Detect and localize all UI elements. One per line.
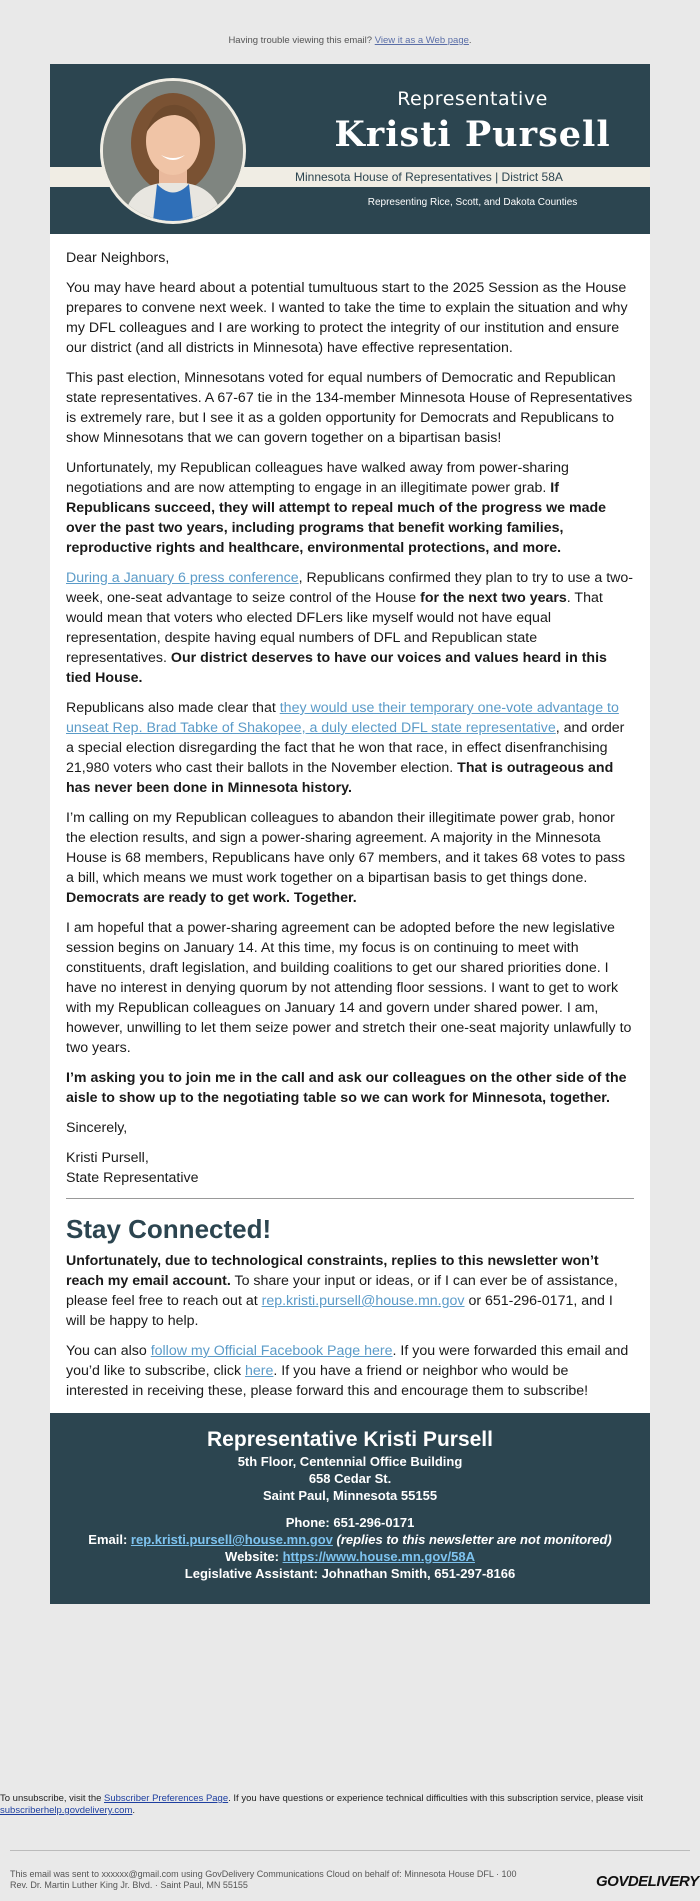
stay-connected-heading: Stay Connected! (66, 1214, 272, 1244)
paragraph-5 (66, 698, 634, 798)
footer-email-note: (replies to this newsletter are not monitored) (336, 1532, 612, 1547)
stay-paragraph-2-text-b: . If you were forwarded this email and you’d like to subscribe, click (66, 1343, 629, 1379)
signature-name: Kristi Pursell, (66, 1150, 149, 1166)
paragraph-6-text: I’m calling on my Republican colleagues to abandon their illegitimate power grab, honor the election results, and sign a power-sharing agreement. A majority in the Minnesota House is 68 members, Republicans have only 67 members, and it takes 68 votes to pass a bill, which means we must work together on a bipartisan basis to get things done. (66, 810, 626, 886)
header-banner (50, 64, 650, 234)
stay-paragraph-1-text-b: or 651-296-0171, and I will be happy to help. (66, 1293, 613, 1329)
stay-paragraph-2-text-c: . If you have a friend or neighbor who would be interested in receiving these, please forward this and encourage them to subscribe! (66, 1363, 589, 1399)
view-as-webpage-link[interactable]: View it as a Web page (374, 35, 469, 46)
paragraph-6 (66, 808, 634, 908)
bottom-divider (10, 1850, 690, 1851)
paragraph-4-text-a: , Republicans confirmed they plan to try to use a two-week, one-seat advantage to seize control of the House (66, 570, 634, 606)
letter-body (50, 234, 650, 1401)
sender-line-2: Rev. Dr. Martin Luther King Jr. Blvd. · Saint Paul, MN 55155 (10, 1880, 248, 1890)
footer-email-line (60, 1531, 640, 1548)
stay-paragraph-2-text-a: You can also (66, 1343, 147, 1359)
paragraph-3-bold: If Republicans succeed, they will attempt to repeal much of the progress we made over the past two years, including programs that benefit working families, reproductive rights and healthcare, environmental protections, and more. (66, 480, 607, 556)
signature (66, 1148, 634, 1188)
paragraph-1: You may have heard about a potential tumultuous start to the 2025 Session as the House prepares to convene next week. I wanted to take the time to explain the situation and why my DFL colleagues and I are working to protect the integrity of our institution and ensure our district (and all districts in Minnesota) have effective representation. (66, 280, 628, 356)
footer-address-3: Saint Paul, Minnesota 55155 (262, 1488, 438, 1503)
representative-photo (100, 78, 246, 224)
newsletter-card (50, 64, 650, 1604)
banner-counties: Representing Rice, Scott, and Dakota Counties (367, 197, 578, 208)
paragraph-4-bold-b: Our district deserves to have our voices and values heard in this tied House. (66, 650, 607, 686)
unsubscribe-text-c: . (132, 1805, 135, 1816)
press-conference-link[interactable]: During a January 6 press conference (66, 570, 299, 586)
paragraph-4-text-b: . That would mean that voters who elected DFLers like myself would not have equal representation, despite having equal numbers of DFL and Republican state representatives. (66, 590, 603, 666)
stay-paragraph-1-text-a: To share your input or ideas, or if I can ever be of assistance, please feel free to reach out at (66, 1273, 618, 1309)
stay-paragraph-1 (66, 1251, 634, 1331)
preheader (0, 35, 700, 46)
unsubscribe-text-b: . If you have questions or experience technical difficulties with this subscription service, please visit (228, 1793, 643, 1804)
footer-website-link[interactable]: https://www.house.mn.gov/58A (282, 1549, 475, 1564)
unsubscribe-note (0, 1793, 690, 1817)
footer-address-2: 658 Cedar St. (308, 1471, 392, 1486)
footer-website-line (60, 1548, 640, 1565)
footer-website-label: Website: (225, 1549, 279, 1564)
closing: Sincerely, (66, 1120, 128, 1136)
paragraph-4-bold-a: for the next two years (420, 590, 567, 606)
paragraph-5-text-b: , and order a special election disregarding the fact that he won that race, in effect disenfranchising 21,980 voters who cast their ballots in the November election. (66, 720, 625, 776)
sender-line-1: This email was sent to xxxxxx@gmail.com using GovDelivery Communications Cloud on behalf of: Minnesota House DFL · 100 (10, 1869, 517, 1879)
paragraph-5-bold: That is outrageous and has never been done in Minnesota history. (66, 760, 614, 796)
footer-address-1: 5th Floor, Centennial Office Building (237, 1454, 463, 1469)
footer-email-link[interactable]: rep.kristi.pursell@house.mn.gov (130, 1532, 333, 1547)
paragraph-5-text-a: Republicans also made clear that (66, 700, 276, 716)
contact-footer (50, 1413, 650, 1604)
paragraph-2: This past election, Minnesotans voted for equal numbers of Democratic and Republican state representatives. A 67-67 tie in the 134-member Minnesota House of Representatives is extremely rare, but I see it as a golden opportunity for Democrats and Republicans to show Minnesotans that we can govern together on a bipartisan basis! (66, 370, 633, 446)
paragraph-7: I am hopeful that a power-sharing agreement can be adopted before the new legislative session begins on January 14. At this time, my focus is on continuing to meet with constituents, draft legislation, and building coalitions to get our shared priorities done. I have no interest in denying quorum by not attending floor sessions. I want to get to work with my Republican colleagues on January 14 and govern under shared power. I am, however, unwilling to let them seize power and stretch their one-seat majority unlawfully to two years. (66, 920, 632, 1056)
unsubscribe-text-a: To unsubscribe, visit the (0, 1793, 102, 1804)
preheader-text: Having trouble viewing this email? (228, 35, 373, 46)
subscriber-preferences-link[interactable]: Subscriber Preferences Page (104, 1793, 229, 1804)
footer-email-label: Email: (88, 1532, 128, 1547)
contact-email-link[interactable]: rep.kristi.pursell@house.mn.gov (261, 1293, 465, 1309)
banner-name: Kristi Pursell (334, 114, 611, 155)
stay-paragraph-1-bold: Unfortunately, due to technological constraints, replies to this newsletter won’t reach my email account. (66, 1253, 599, 1289)
section-divider (66, 1198, 634, 1199)
paragraph-3 (66, 458, 634, 558)
footer-name: Representative Kristi Pursell (207, 1428, 493, 1451)
facebook-page-link[interactable]: follow my Official Facebook Page here (150, 1343, 393, 1359)
signature-title: State Representative (66, 1170, 199, 1186)
footer-assistant: Legislative Assistant: Johnathan Smith, 651-297-8166 (184, 1566, 516, 1581)
sender-note (10, 1869, 580, 1891)
paragraph-4 (66, 568, 634, 688)
subscriber-help-link[interactable]: subscriberhelp.govdelivery.com (0, 1805, 133, 1816)
banner-role: Representative (397, 88, 548, 110)
footer-phone: Phone: 651-296-0171 (285, 1515, 415, 1530)
paragraph-8-bold: I’m asking you to join me in the call and ask our colleagues on the other side of the aisle to show up to the negotiating table so we can work for Minnesota, together. (66, 1070, 627, 1106)
paragraph-6-bold: Democrats are ready to get work. Together. (66, 890, 357, 906)
subscribe-here-link[interactable]: here (245, 1363, 274, 1379)
unseat-tabke-link[interactable]: they would use their temporary one-vote advantage to unseat Rep. Brad Tabke of Shakopee, a duly elected DFL state representative (66, 700, 619, 736)
portrait-image (103, 81, 243, 221)
stay-paragraph-2 (66, 1341, 634, 1401)
greeting: Dear Neighbors, (66, 250, 170, 266)
govdelivery-logo: GOVDELIVERY (596, 1873, 699, 1890)
banner-district: Minnesota House of Representatives | District 58A (295, 170, 563, 184)
paragraph-8 (66, 1068, 634, 1108)
preheader-suffix: . (468, 35, 472, 46)
paragraph-3-text: Unfortunately, my Republican colleagues have walked away from power-sharing negotiations and are now attempting to engage in an illegitimate power grab. (66, 460, 569, 496)
